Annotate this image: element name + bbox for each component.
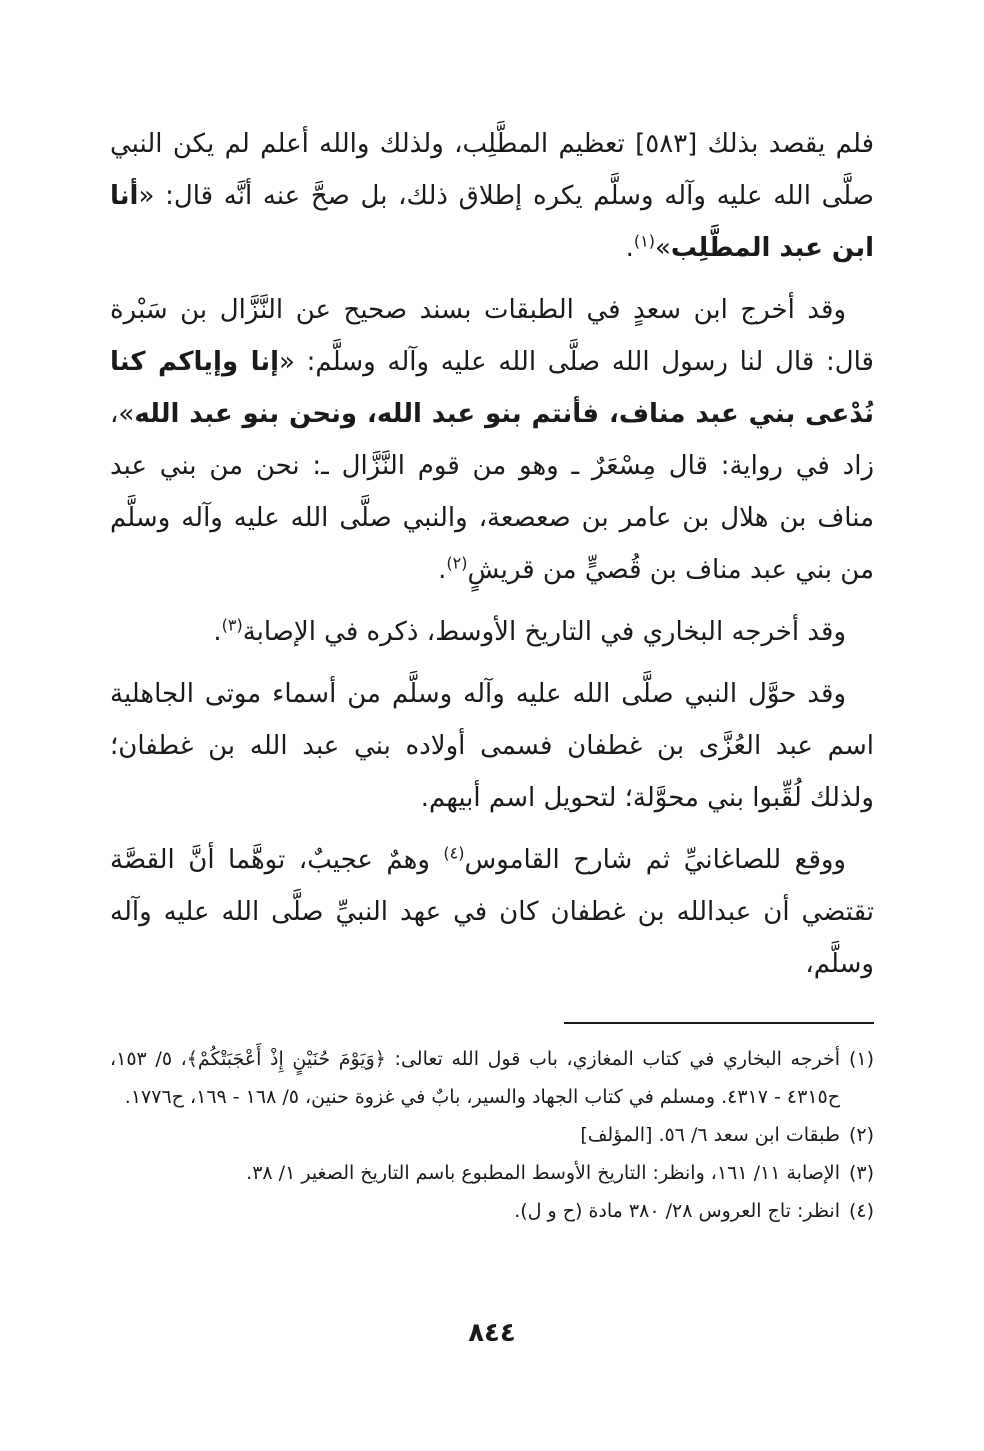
main-text [110,118,874,990]
footnote-3 [110,1154,874,1192]
paragraph-4 [110,668,874,824]
footnote-ref-2[interactable]: (٢) [446,553,468,573]
footnote-1 [110,1040,874,1116]
paragraph-4-text: وقد حوَّل النبي صلَّى الله عليه وآله وسلَّم من أسماء موتى الجاهلية اسم عبد العُزَّى بن غطفان فسمى أولاده بني عبد الله بن غطفان؛ ولذلك لُقِّبوا بني محوَّلة؛ لتحويل اسم أبيهم. [110,679,874,813]
footnote-text: طبقات ابن سعد ٦/ ٥٦. [المؤلف] [580,1124,840,1146]
quote-ana-ibn-abd-al-muttalib: أنا ابن عبد المطَّلِب [110,181,874,263]
paragraph-2 [110,284,874,596]
paragraph-2-tail: . [438,555,447,585]
paragraph-1-tail: . [625,233,634,263]
footnote-2 [110,1116,874,1154]
paragraph-5 [110,834,874,990]
footnote-separator [564,1022,874,1024]
paragraph-3-tail: . [213,617,222,647]
paragraph-2-text-b: »، زاد في رواية: قال مِسْعَرٌ ـ وهو من قوم النَّزَّال ـ: نحن من بني عبد مناف بن هلال بن عامر بن صعصعة، والنبي صلَّى الله عليه وآله وسلَّم من بني عبد مناف بن قُصيٍّ من قريشٍ [110,399,874,585]
footnote-text: انظر: تاج العروس ٢٨/ ٣٨٠ مادة (ح و ل). [514,1200,840,1222]
paragraph-5-tail: وهمٌ عجيبٌ، توهَّما أنَّ القصَّة تقتضي أن عبدالله بن غطفان كان في عهد النبيِّ صلَّى الله عليه وآله وسلَّم، [110,845,874,979]
paragraph-1-text-b: » [654,233,671,263]
page-number: ٨٤٤ [468,1318,516,1348]
footnote-number: (٤) [848,1200,874,1222]
quote-hadith-bani-abd-manaf: إنا وإياكم كنا نُدْعى بني عبد مناف، فأنتم بنو عبد الله، ونحن بنو عبد الله [110,347,874,429]
paragraph-3-text: وقد أخرجه البخاري في التاريخ الأوسط، ذكره في الإصابة [242,617,846,647]
paragraph-3 [110,606,874,658]
paragraph-1-text-a: فلم يقصد بذلك [٥٨٣] تعظيم المطَّلِب، ولذلك والله أعلم لم يكن النبي صلَّى الله عليه وآله وسلَّم يكره إطلاق ذلك، بل صحَّ عنه أنَّه قال: « [110,129,875,211]
footnote-ref-4[interactable]: (٤) [443,843,465,863]
paragraph-1 [110,118,874,274]
footnotes [110,1040,874,1230]
footnote-text: الإصابة ١١/ ١٦١، وانظر: التاريخ الأوسط المطبوع باسم التاريخ الصغير ١/ ٣٨. [246,1162,840,1184]
footnote-ref-3[interactable]: (٣) [221,615,243,635]
paragraph-2-text-a: وقد أخرج ابن سعدٍ في الطبقات بسند صحيح عن النَّزَّال بن سَبْرة قال: قال لنا رسول الله صلَّى الله عليه وآله وسلَّم: « [110,295,874,377]
footnote-4 [110,1192,874,1230]
footnote-number: (٣) [848,1162,874,1184]
footnote-number: (٢) [848,1124,874,1146]
paragraph-5-text: ووقع للصاغانيِّ ثم شارح القاموس [464,845,846,875]
footnote-number: (١) [848,1048,874,1070]
footnote-ref-1[interactable]: (١) [633,231,655,251]
footnote-text: أخرجه البخاري في كتاب المغازي، باب قول الله تعالى: ﴿وَيَوْمَ حُنَيْنٍ إِذْ أَعْجَبَتْكُمْ﴾، ٥/ ١٥٣، ح٤٣١٥ - ٤٣١٧. ومسلم في كتاب الجهاد والسير، بابٌ في غزوة حنين، ٥/ ١٦٨ - ١٦٩، ح١٧٧٦. [110,1048,840,1108]
